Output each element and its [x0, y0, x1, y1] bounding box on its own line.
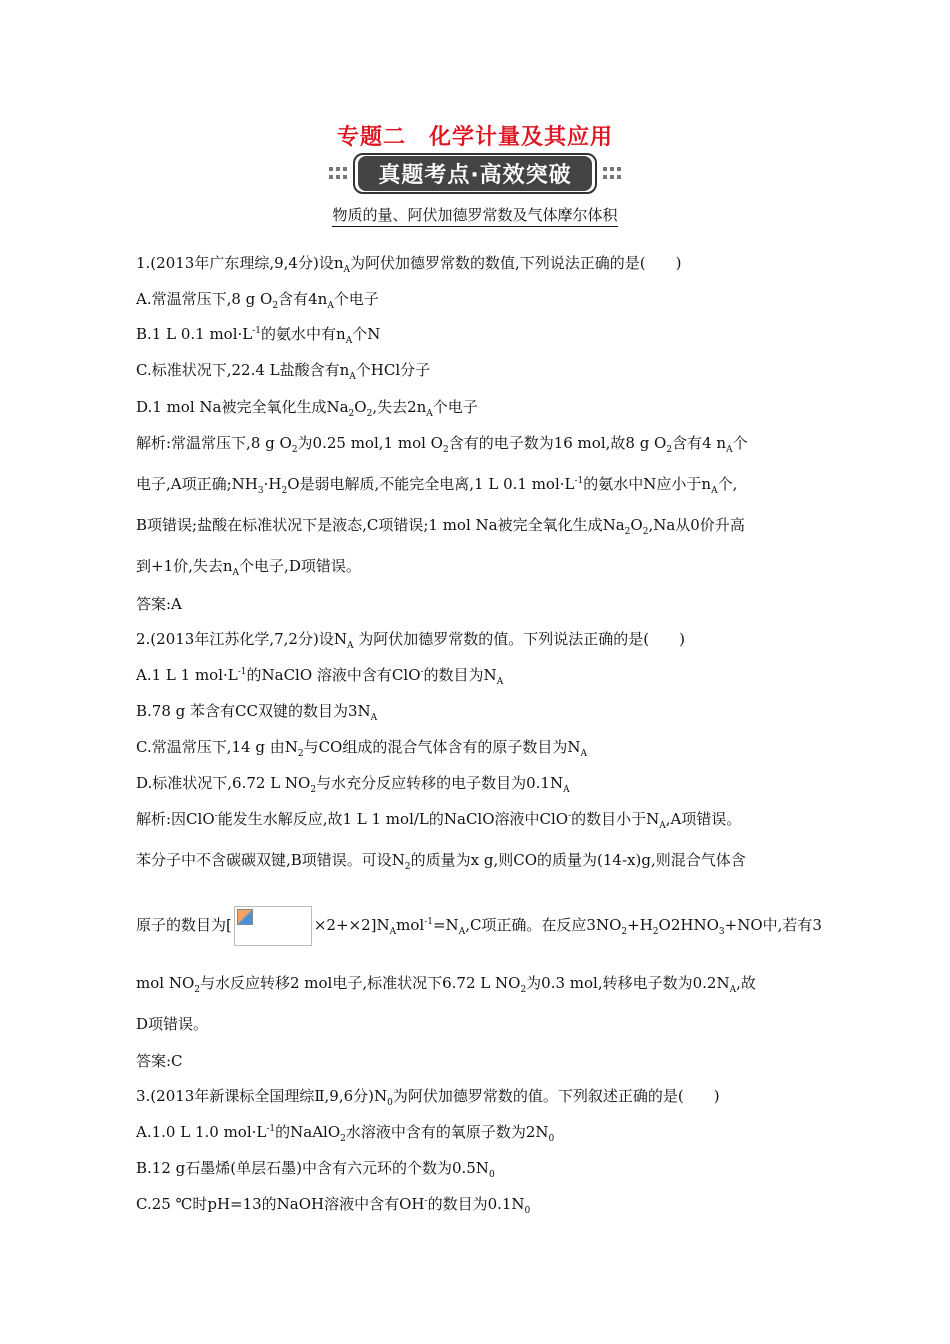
q2-option-b: B.78 g 苯含有CC双键的数目为$3N_A$: [136, 702, 378, 723]
q1-option-a: A.常温常压下,8 g $O_2$含有$4n_A$个电子: [136, 290, 379, 311]
banner-frame: [353, 153, 596, 194]
q2-explanation-line4: mol $NO_2$与水反应转移2 mol电子,标准状况下6.72 L $NO_2$为0.3 mol,转移电子数为$0.2N_A$,故: [136, 974, 756, 995]
q1-explanation-line1: 解析:常温常压下,8 g $O_2$为0.25 mol,1 mol $O_2$含有的电子数为16 mol,故8 g $O_2$含有4 $n_A$个: [136, 434, 748, 455]
section-banner: [0, 153, 950, 193]
q1-answer: 答案:A: [136, 595, 182, 613]
page-title: 专题二 化学计量及其应用: [336, 125, 613, 150]
q2-stem: 2.(2013年江苏化学,7,2分)设$N_A$ 为阿伏加德罗常数的值。下列说法正确的是( ): [136, 630, 685, 651]
q1-option-c: C.标准状况下,22.4 L盐酸含有$n_A$个HCl分子: [136, 361, 431, 382]
q2-option-a: A.1 L 1 $mol\cdot L^{-1}$的NaClO 溶液中含有ClO-的数目为$N_A$: [136, 666, 504, 687]
q2-option-c: C.常温常压下,14 g 由$N_2$与CO组成的混合气体含有的原子数目为$N_A$: [136, 738, 587, 759]
q1-option-d: D.1 mol Na被完全氧化生成$Na_2O_2$,失去$2n_A$个电子: [136, 398, 478, 419]
banner-label: 真题考点·高效突破: [358, 156, 591, 191]
q1-stem: 1.(2013年广东理综,9,4分)设$n_A$为阿伏加德罗常数的数值,下列说法正确的是( ): [136, 254, 682, 275]
q1-explanation-line2: 电子,A项正确$;NH_3\cdot H_2O$是弱电解质,不能完全电离,1 L 0.1 $mol\cdot L^{-1}$的氨水中N应小于$n_A$个,: [136, 475, 738, 496]
q3-option-a: A.1.0 L 1.0 $mol\cdot L^{-1}$的NaAlO$_2$水溶液中含有的氧原子数为$2N_0$: [136, 1123, 555, 1144]
broken-image-placeholder: [234, 906, 312, 946]
q2-explanation-line2: 苯分子中不含碳碳双键,B项错误。可设$N_2$的质量为x g,则CO的质量为(14-x)g,则混合气体含: [136, 851, 746, 872]
q3-option-c: C.25 ℃时pH=13的NaOH溶液中含有OH-的数目为$0.1N_0$: [136, 1195, 531, 1216]
q3-option-b: B.12 g石墨烯(单层石墨)中含有六元环的个数为$0.5N_0$: [136, 1159, 495, 1180]
decor-dots-right: [597, 167, 627, 179]
decor-dots-left: [323, 167, 353, 179]
q1-explanation-line3: B项错误;盐酸在标准状况下是液态,C项错误;1 mol Na被完全氧化生成$Na_2O_2,Na$从0价升高: [136, 516, 745, 537]
q3-stem: 3.(2013年新课标全国理综Ⅱ,9,6分)$N_0$为阿伏加德罗常数的值。下列叙述正确的是( ): [136, 1087, 720, 1108]
q2-explanation-line3: 原子的数目为[ $\times 2+\times 2]N_Amol^{-1}=N_A,C$项正确。在反应$3NO_2+H_2O2HNO_3+NO$中,若有3: [136, 906, 826, 946]
q1-explanation-line4: 到+1价,失去$n_A$个电子,D项错误。: [136, 557, 361, 578]
q1-option-b: B.1 L 0.1 $mol\cdot L^{-1}$的氨水中有$n_A$个N: [136, 325, 381, 346]
image-icon: [237, 909, 253, 925]
section-subtitle: 物质的量、阿伏加德罗常数及气体摩尔体积: [0, 204, 950, 225]
q2-explanation-line5: D项错误。: [136, 1015, 209, 1033]
q2-answer: 答案:C: [136, 1052, 183, 1070]
q2-explanation-line1: 解析:因ClO-能发生水解反应,故1 L 1 mol/L的NaClO溶液中ClO-的数目小于$N_A,A$项错误。: [136, 810, 742, 831]
q2-option-d: D.标准状况下,6.72 L $NO_2$与水充分反应转移的电子数目为$0.1N_A$: [136, 774, 570, 795]
